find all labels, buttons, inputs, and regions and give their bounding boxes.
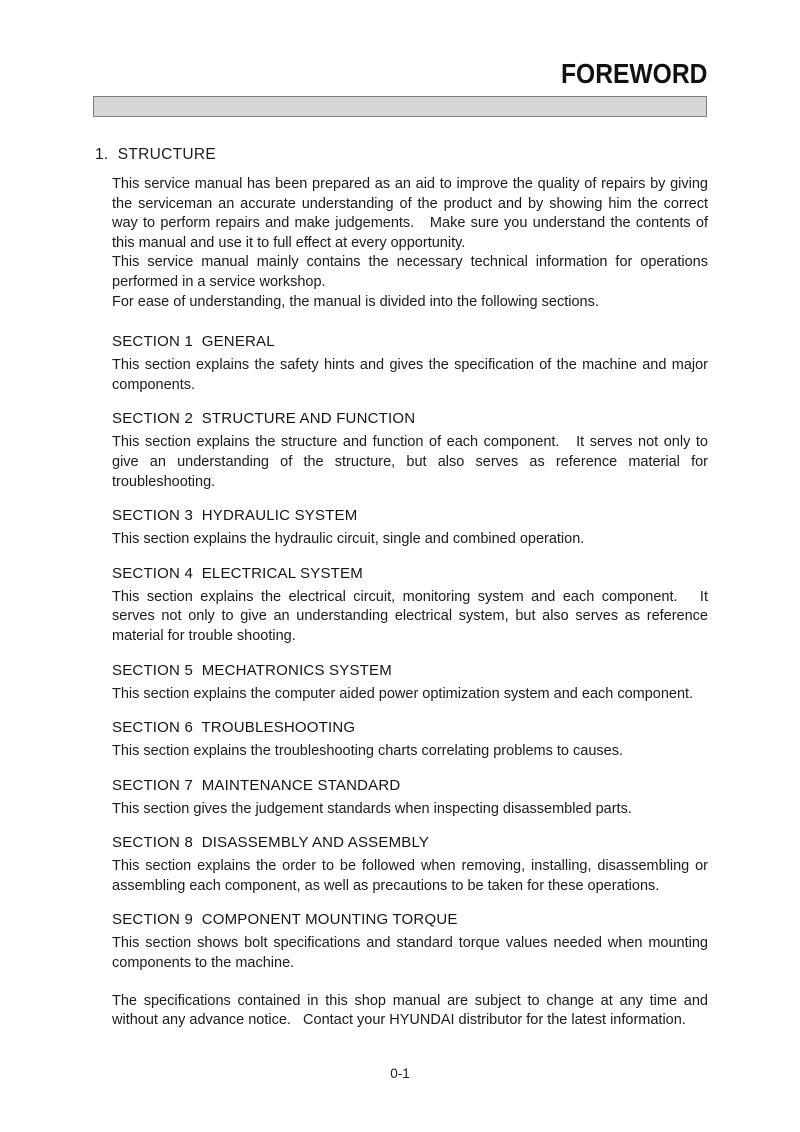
- section-block: [112, 564, 713, 647]
- section-title: SECTION 6 TROUBLESHOOTING: [112, 719, 356, 737]
- section-block: [112, 409, 713, 492]
- section-description: This section explains the electrical circuit, monitoring system and each component. It serves not only to give an understanding electrical system, but also serves as reference material for trouble shooting.: [112, 588, 713, 644]
- page-number: 0-1: [390, 1066, 410, 1081]
- section-description: This section gives the judgement standards when inspecting disassembled parts.: [112, 800, 632, 817]
- section-title: SECTION 3 HYDRAULIC SYSTEM: [112, 507, 358, 525]
- section-block: [112, 718, 708, 762]
- intro-paragraph: This service manual mainly contains the necessary technical information for operations performed in a service workshop.: [112, 254, 713, 290]
- closing-paragraph: The specifications contained in this shop manual are subject to change at any time and without any advance notice. Contact your HYUNDAI distributor for the latest information.: [112, 992, 713, 1029]
- section-block: [112, 910, 713, 973]
- section-description: This section explains the safety hints and gives the specification of the machine and major components.: [112, 357, 713, 393]
- closing-paragraph-wrap: [112, 992, 713, 1031]
- section-title: SECTION 4 ELECTRICAL SYSTEM: [112, 564, 363, 582]
- section-title: SECTION 8 DISASSEMBLY AND ASSEMBLY: [112, 834, 430, 852]
- section-title: SECTION 5 MECHATRONICS SYSTEM: [112, 661, 392, 679]
- header-divider-bar: [93, 96, 707, 117]
- page-title: FOREWORD: [560, 58, 707, 89]
- section-description: This section explains the structure and function of each component. It serves not only to give an understanding of the structure, but also serves as reference material for troubleshooting.: [112, 434, 713, 490]
- intro-paragraphs: [112, 175, 713, 312]
- structure-heading: 1. STRUCTURE: [95, 146, 217, 163]
- intro-paragraph: This service manual has been prepared as an aid to improve the quality of repairs by giving the serviceman an accurate understanding of the product and by showing him the correct way to perform repairs and make judgements. Make sure you understand the contents of this manual and use it to full effect at every opportunity.: [112, 176, 713, 251]
- section-description: This section explains the troubleshooting charts correlating problems to causes.: [112, 743, 623, 760]
- section-title: SECTION 1 GENERAL: [112, 333, 275, 351]
- section-block: [112, 776, 708, 820]
- section-block: [112, 661, 708, 705]
- intro-paragraph: For ease of understanding, the manual is divided into the following sections.: [112, 293, 599, 310]
- section-block: [112, 332, 713, 395]
- section-description: This section explains the computer aided power optimization system and each component.: [112, 685, 694, 702]
- section-title: SECTION 7 MAINTENANCE STANDARD: [112, 776, 401, 794]
- section-block: [112, 833, 713, 896]
- section-description: This section explains the hydraulic circuit, single and combined operation.: [112, 531, 585, 548]
- section-description: This section explains the order to be followed when removing, installing, disassembling or assembling each component, as well as precautions to be taken for these operations.: [112, 858, 713, 894]
- page-content: [95, 146, 713, 1031]
- section-block: [112, 506, 708, 550]
- section-title: SECTION 9 COMPONENT MOUNTING TORQUE: [112, 911, 458, 929]
- sections-list: [112, 332, 713, 974]
- section-description: This section shows bolt specifications and standard torque values needed when mounting components to the machine.: [112, 935, 713, 972]
- section-title: SECTION 2 STRUCTURE AND FUNCTION: [112, 410, 416, 428]
